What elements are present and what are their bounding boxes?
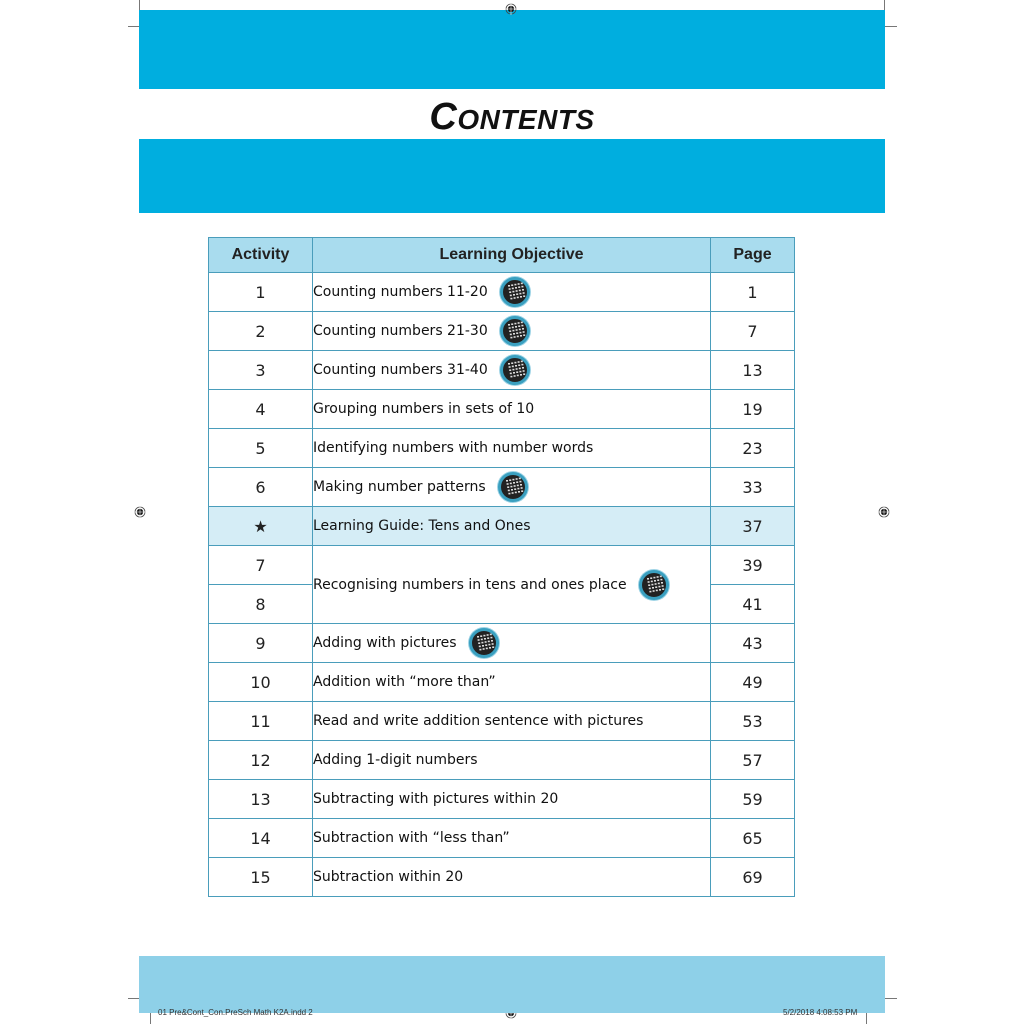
page-number[interactable]: 43 [711,624,795,663]
registration-mark-icon [134,506,146,518]
page-number[interactable]: 57 [711,741,795,780]
page-number[interactable]: 37 [711,507,795,546]
abacus-icon [498,472,528,502]
column-header-page: Page [711,238,795,273]
table-header-row [209,238,795,273]
header-band-bottom [139,139,885,213]
column-header-activity: Activity [209,238,313,273]
title-rest: ONTENTS [457,104,595,135]
objective-text: Making number patterns [313,479,486,495]
abacus-icon [469,628,499,658]
table-row [209,507,795,546]
objective-text: Learning Guide: Tens and Ones [313,518,531,534]
contents-table [208,237,795,897]
header-band-top [139,10,885,89]
slug-timestamp: 5/2/2018 4:08:53 PM [783,1008,858,1017]
star-icon: ★ [209,507,313,546]
abacus-icon [639,570,669,600]
learning-objective[interactable] [313,624,711,663]
learning-objective[interactable] [313,546,711,624]
activity-number: 10 [209,663,313,702]
activity-number: 8 [209,585,313,624]
table-row [209,780,795,819]
objective-text: Read and write addition sentence with pictures [313,713,644,729]
objective-text: Addition with “more than” [313,674,496,690]
crop-mark [885,998,897,999]
table-row [209,624,795,663]
learning-objective[interactable] [313,429,711,468]
table-row [209,429,795,468]
page-number[interactable]: 41 [711,585,795,624]
objective-text: Counting numbers 31-40 [313,362,488,378]
table-row [209,468,795,507]
abacus-icon [500,355,530,385]
page-number[interactable]: 33 [711,468,795,507]
learning-objective[interactable] [313,780,711,819]
table-row [209,351,795,390]
activity-number: 6 [209,468,313,507]
activity-number: 12 [209,741,313,780]
registration-mark-icon [878,506,890,518]
page-number[interactable]: 59 [711,780,795,819]
table-row [209,858,795,897]
footer-band [139,956,885,1013]
page-number[interactable]: 53 [711,702,795,741]
objective-text: Counting numbers 11-20 [313,284,488,300]
crop-mark [885,26,897,27]
learning-objective[interactable] [313,858,711,897]
page-number[interactable]: 49 [711,663,795,702]
learning-objective[interactable] [313,663,711,702]
learning-objective[interactable] [313,468,711,507]
objective-text: Identifying numbers with number words [313,440,594,456]
learning-objective[interactable] [313,741,711,780]
objective-text: Adding with pictures [313,635,457,651]
table-row [209,663,795,702]
objective-text: Subtraction within 20 [313,869,464,885]
objective-text: Counting numbers 21-30 [313,323,488,339]
activity-number: 5 [209,429,313,468]
activity-number: 4 [209,390,313,429]
page-title [0,96,1024,139]
abacus-icon [500,277,530,307]
activity-number: 13 [209,780,313,819]
page-number[interactable]: 1 [711,273,795,312]
page-number[interactable]: 13 [711,351,795,390]
title-initial: C [429,96,458,138]
table-row [209,546,795,585]
column-header-objective: Learning Objective [313,238,711,273]
objective-text: Subtraction with “less than” [313,830,510,846]
registration-mark-icon [505,3,517,15]
page-number[interactable]: 19 [711,390,795,429]
learning-objective[interactable] [313,390,711,429]
table-row [209,390,795,429]
page-number[interactable]: 7 [711,312,795,351]
learning-objective[interactable] [313,819,711,858]
abacus-icon [500,316,530,346]
table-row [209,273,795,312]
activity-number: 7 [209,546,313,585]
activity-number: 2 [209,312,313,351]
table-row [209,819,795,858]
objective-text: Grouping numbers in sets of 10 [313,401,535,417]
activity-number: 11 [209,702,313,741]
objective-text: Recognising numbers in tens and ones place [313,576,627,593]
page-number[interactable]: 23 [711,429,795,468]
learning-objective[interactable] [313,273,711,312]
learning-objective[interactable] [313,312,711,351]
table-row [209,312,795,351]
learning-objective[interactable] [313,507,711,546]
page-number[interactable]: 65 [711,819,795,858]
learning-objective[interactable] [313,702,711,741]
page-number[interactable]: 39 [711,546,795,585]
table-row [209,741,795,780]
activity-number: 15 [209,858,313,897]
objective-text: Adding 1-digit numbers [313,752,478,768]
objective-text: Subtracting with pictures within 20 [313,791,559,807]
activity-number: 3 [209,351,313,390]
activity-number: 1 [209,273,313,312]
learning-objective[interactable] [313,351,711,390]
table-row [209,702,795,741]
activity-number: 14 [209,819,313,858]
activity-number: 9 [209,624,313,663]
page-number[interactable]: 69 [711,858,795,897]
slug-filename: 01 Pre&Cont_Con.PreSch Math K2A.indd 2 [158,1008,313,1017]
